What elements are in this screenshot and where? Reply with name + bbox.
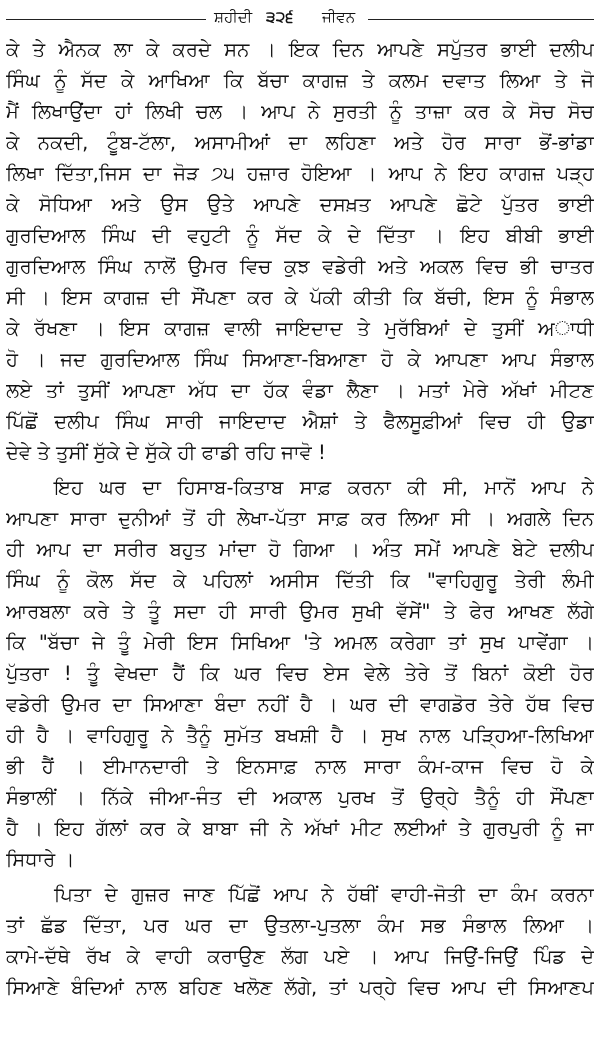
text-line: ਆਪਣਾ ਸਾਰਾ ਦੁਨੀਆਂ ਤੋਂ ਹੀ ਲੇਖਾ-ਪੱਤਾ ਸਾਫ਼ ਕਰ ਲਿਆ ਸੀ । ਅਗਲੇ ਦਿਨ (6, 507, 594, 530)
text-line: ਵਡੇਰੀ ਉਮਰ ਦਾ ਸਿਆਣਾ ਬੰਦਾ ਨਹੀਂ ਹੈ । ਘਰ ਦੀ ਵਾਗਡੋਰ ਤੇਰੇ ਹੱਥ ਵਿਚ (6, 693, 594, 716)
text-line: ਮੈਂ ਲਿਖਾਉਂਦਾ ਹਾਂ ਲਿਖੀ ਚਲ । ਆਪ ਨੇ ਸੁਰਤੀ ਨੂੰ ਤਾਜ਼ਾ ਕਰ ਕੇ ਸੋਚ ਸੋਚ (6, 100, 594, 123)
header-section-title-left: ਸ਼ਹੀਦੀ (214, 8, 253, 26)
text-line: ਹੀ ਆਪ ਦਾ ਸਰੀਰ ਬਹੁਤ ਮਾਂਦਾ ਹੋ ਗਿਆ । ਅੰਤ ਸਮੇਂ ਆਪਣੇ ਬੇਟੇ ਦਲੀਪ (6, 538, 594, 561)
text-line: ਕੇ ਨਕਦੀ, ਟੂੰਬ-ਟੱਲਾ, ਅਸਾਮੀਆਂ ਦਾ ਲਹਿਣਾ ਅਤੇ ਹੋਰ ਸਾਰਾ ਭੋਂ-ਭਾਂਡਾ (6, 131, 594, 154)
paragraph-1 (6, 34, 594, 468)
paragraph-3 (6, 879, 594, 1003)
text-line: ਪਿਤਾ ਦੇ ਗੁਜ਼ਰ ਜਾਣ ਪਿੱਛੋਂ ਆਪ ਨੇ ਹੱਥੀਂ ਵਾਹੀ-ਜੋਤੀ ਦਾ ਕੰਮ ਕਰਨਾ (54, 883, 594, 906)
text-line: ਪੁੱਤਰਾ ! ਤੂੰ ਵੇਖਦਾ ਹੈਂ ਕਿ ਘਰ ਵਿਚ ਏਸ ਵੇਲੇ ਤੇਰੇ ਤੋਂ ਬਿਨਾਂ ਕੋਈ ਹੋਰ (6, 662, 594, 685)
text-line: ਹੀ ਹੈ । ਵਾਹਿਗੁਰੂ ਨੇ ਤੈਨੂੰ ਸੁਮੱਤ ਬਖਸ਼ੀ ਹੈ । ਸੁਖ ਨਾਲ ਪੜ੍ਹਿਆ-ਲਿਖਿਆ (6, 724, 594, 747)
text-line: ਕਿ "ਬੱਚਾ ਜੇ ਤੂੰ ਮੇਰੀ ਇਸ ਸਿਖਿਆ 'ਤੇ ਅਮਲ ਕਰੇਗਾ ਤਾਂ ਸੁਖ ਪਾਵੇਂਗਾ । (6, 631, 594, 654)
text-line: ਹੋ । ਜਦ ਗੁਰਦਿਆਲ ਸਿੰਘ ਸਿਆਣਾ-ਬਿਆਣਾ ਹੋ ਕੇ ਆਪਣਾ ਆਪ ਸੰਭਾਲ (6, 348, 594, 371)
text-line: ਦੇਵੇ ਤੇ ਤੁਸੀਂ ਸੁੱਕੇ ਦੇ ਸੁੱਕੇ ਹੀ ਫਾਡੀ ਰਹਿ ਜਾਵੋ ! (6, 441, 326, 464)
text-line: ਕੇ ਸੋਧਿਆ ਅਤੇ ਉਸ ਉਤੇ ਆਪਣੇ ਦਸਖ਼ਤ ਆਪਣੇ ਛੋਟੇ ਪੁੱਤਰ ਭਾਈ (6, 193, 594, 216)
text-line: ਕੇ ਤੇ ਐਨਕ ਲਾ ਕੇ ਕਰਦੇ ਸਨ । ਇਕ ਦਿਨ ਆਪਣੇ ਸਪੁੱਤਰ ਭਾਈ ਦਲੀਪ (6, 38, 594, 61)
text-line: ਭੀ ਹੈਂ । ਈਮਾਨਦਾਰੀ ਤੇ ਇਨਸਾਫ਼ ਨਾਲ ਸਾਰਾ ਕੰਮ-ਕਾਜ ਵਿਚ ਹੋ ਕੇ (6, 755, 594, 778)
text-line: ਸੀ । ਇਸ ਕਾਗਜ਼ ਦੀ ਸੌਂਪਣਾ ਕਰ ਕੇ ਪੱਕੀ ਕੀਤੀ ਕਿ ਬੱਚੀ, ਇਸ ਨੂੰ ਸੰਭਾਲ (6, 286, 594, 309)
text-line: ਸਿੰਘ ਨੂੰ ਕੋਲ ਸੱਦ ਕੇ ਪਹਿਲਾਂ ਅਸੀਸ ਦਿੱਤੀ ਕਿ "ਵਾਹਿਗੁਰੂ ਤੇਰੀ ਲੰਮੀ (6, 569, 594, 592)
text-line: ਪਿੱਛੋਂ ਦਲੀਪ ਸਿੰਘ ਸਾਰੀ ਜਾਇਦਾਦ ਐਸ਼ਾਂ ਤੇ ਫੈਲਸੂਫ਼ੀਆਂ ਵਿਚ ਹੀ ਉਡਾ (6, 410, 594, 433)
text-line: ਲਏ ਤਾਂ ਤੁਸੀਂ ਆਪਣਾ ਅੱਧ ਦਾ ਹੱਕ ਵੰਡਾ ਲੈਣਾ । ਮਤਾਂ ਮੇਰੇ ਅੱਖਾਂ ਮੀਟਣ (6, 379, 594, 402)
text-line: ਤਾਂ ਛੱਡ ਦਿੱਤਾ, ਪਰ ਘਰ ਦਾ ਉਤਲਾ-ਪੁਤਲਾ ਕੰਮ ਸਭ ਸੰਭਾਲ ਲਿਆ । (6, 914, 594, 937)
header-section-title-right: ਜੀਵਨ (322, 8, 356, 26)
text-line: ਕਾਮੇ-ਦੱਥੇ ਰੱਖ ਕੇ ਵਾਹੀ ਕਰਾਉਣ ਲੱਗ ਪਏ । ਆਪ ਜਿਉਂ-ਜਿਉਂ ਪਿੰਡ ਦੇ (6, 945, 594, 968)
text-line: ਆਰਬਲਾ ਕਰੇ ਤੇ ਤੂੰ ਸਦਾ ਹੀ ਸਾਰੀ ਉਮਰ ਸੁਖੀ ਵੱਸੇਂ" ਤੇ ਫੇਰ ਆਖਣ ਲੱਗੇ (6, 600, 594, 623)
page-header (0, 4, 600, 32)
text-line: ਸੰਭਾਲੀਂ । ਨਿੱਕੇ ਜੀਆ-ਜੰਤ ਦੀ ਅਕਾਲ ਪੁਰਖ ਤੋਂ ਉਰ੍ਹੇ ਤੈਨੂੰ ਹੀ ਸੌਂਪਣਾ (6, 786, 594, 809)
paragraph-2 (6, 472, 594, 875)
text-line: ਲਿਖਾ ਦਿੱਤਾ,ਜਿਸ ਦਾ ਜੋੜ ੭੫ ਹਜ਼ਾਰ ਹੋਇਆ । ਆਪ ਨੇ ਇਹ ਕਾਗਜ਼ ਪੜ੍ਹ (6, 162, 594, 185)
header-rule-right (368, 19, 594, 20)
text-line: ਸਿਧਾਰੇ । (6, 848, 75, 871)
page-number: ੩੨੬ (266, 8, 294, 26)
text-line: ਗੁਰਦਿਆਲ ਸਿੰਘ ਨਾਲੋਂ ਉਮਰ ਵਿਚ ਕੁਝ ਵਡੇਰੀ ਅਤੇ ਅਕਲ ਵਿਚ ਭੀ ਚਾਤਰ (6, 255, 594, 278)
text-line: ਇਹ ਘਰ ਦਾ ਹਿਸਾਬ-ਕਿਤਾਬ ਸਾਫ਼ ਕਰਨਾ ਕੀ ਸੀ, ਮਾਨੋਂ ਆਪ ਨੇ (54, 476, 594, 499)
body-text (6, 34, 594, 1003)
text-line: ਕੇ ਰੱਖਣਾ । ਇਸ ਕਾਗਜ਼ ਵਾਲੀ ਜਾਇਦਾਦ ਤੇ ਮੁਰੱਬਿਆਂ ਦੇ ਤੁਸੀਂ ਅਾਧੀ (6, 317, 594, 340)
header-rule-left (6, 19, 206, 20)
text-line: ਸਿੰਘ ਨੂੰ ਸੱਦ ਕੇ ਆਖਿਆ ਕਿ ਬੱਚਾ ਕਾਗਜ਼ ਤੇ ਕਲਮ ਦਵਾਤ ਲਿਆ ਤੇ ਜੋ (6, 69, 594, 92)
text-line: ਹੈ । ਇਹ ਗੱਲਾਂ ਕਰ ਕੇ ਬਾਬਾ ਜੀ ਨੇ ਅੱਖਾਂ ਮੀਟ ਲਈਆਂ ਤੇ ਗੁਰਪੁਰੀ ਨੂੰ ਜਾ (6, 817, 594, 840)
text-line: ਗੁਰਦਿਆਲ ਸਿੰਘ ਦੀ ਵਹੁਟੀ ਨੂੰ ਸੱਦ ਕੇ ਦੇ ਦਿੱਤਾ । ਇਹ ਬੀਬੀ ਭਾਈ (6, 224, 594, 247)
text-line: ਸਿਆਣੇ ਬੰਦਿਆਂ ਨਾਲ ਬਹਿਣ ਖਲੋਣ ਲੱਗੇ, ਤਾਂ ਪਰ੍ਹੇ ਵਿਚ ਆਪ ਦੀ ਸਿਆਣਪ (6, 976, 594, 999)
